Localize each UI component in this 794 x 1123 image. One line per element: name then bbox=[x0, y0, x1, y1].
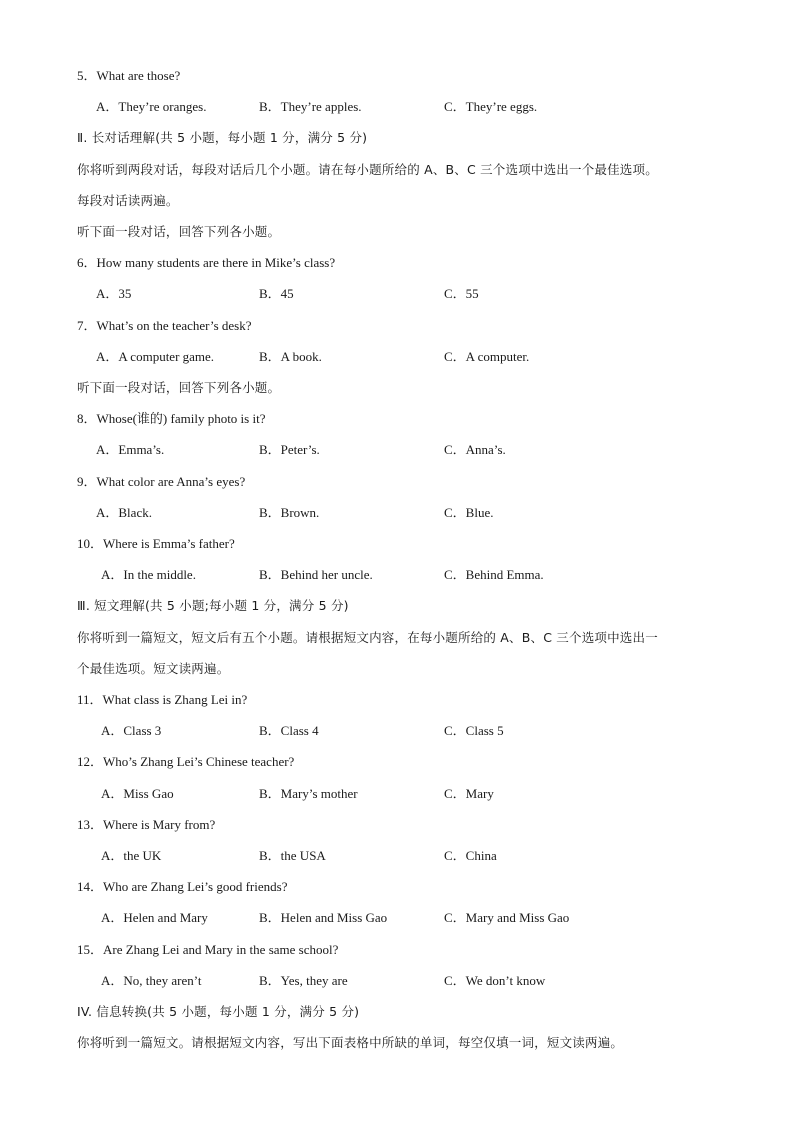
question-stem: 9．What color are Anna’s eyes? bbox=[77, 473, 246, 489]
question-stem: 6．How many students are there in Mike’s class? bbox=[77, 255, 336, 271]
answer-option-b: B．Mary’s mother bbox=[259, 785, 358, 801]
answer-option-c: C．Anna’s. bbox=[444, 442, 506, 458]
answer-option-b: B．Peter’s. bbox=[259, 442, 320, 458]
question-stem: 12．Who’s Zhang Lei’s Chinese teacher? bbox=[77, 754, 295, 770]
question-stem: 14．Who are Zhang Lei’s good friends? bbox=[77, 879, 288, 895]
instruction-text: 个最佳选项。短文读两遍。 bbox=[77, 660, 230, 676]
instruction-text: 听下面一段对话，回答下列各小题。 bbox=[77, 224, 281, 239]
instruction-text: 听下面一段对话，回答下列各小题。 bbox=[77, 380, 281, 395]
answer-option-b: B．Behind her uncle. bbox=[259, 567, 373, 583]
answer-option-b: B．Brown. bbox=[259, 504, 320, 520]
answer-option-c: C．A computer. bbox=[444, 348, 530, 364]
answer-option-b: B．Yes, they are bbox=[259, 972, 348, 988]
answer-option-b: B．the USA bbox=[259, 848, 326, 863]
answer-option-a: A．Emma’s. bbox=[96, 442, 165, 458]
instruction-text: 你将听到两段对话，每段对话后几个小题。请在每小题所给的 A、B、C 三个选项中选出一个最佳选项。 bbox=[77, 161, 658, 177]
answer-option-c: C．Blue. bbox=[444, 504, 494, 520]
answer-option-a: A．A computer game. bbox=[96, 348, 215, 364]
instruction-text: IV. 信息转换(共 5 小题，每小题 1 分，满分 5 分) bbox=[77, 1004, 360, 1019]
answer-option-a: A．They’re oranges. bbox=[96, 99, 207, 115]
question-stem: 10．Where is Emma’s father? bbox=[77, 536, 235, 551]
answer-option-a: A．No, they aren’t bbox=[101, 972, 202, 988]
answer-option-a: A．In the middle. bbox=[101, 567, 196, 583]
answer-option-c: C．Class 5 bbox=[444, 723, 504, 739]
answer-option-b: B．They’re apples. bbox=[259, 99, 362, 115]
answer-option-b: B．Helen and Miss Gao bbox=[259, 910, 388, 926]
answer-option-b: B．45 bbox=[259, 286, 294, 302]
question-stem: 15．Are Zhang Lei and Mary in the same school? bbox=[77, 941, 339, 957]
question-stem: 5．What are those? bbox=[77, 68, 181, 83]
answer-option-a: A．the UK bbox=[101, 848, 162, 863]
answer-option-c: C．Mary bbox=[444, 785, 494, 801]
question-stem: 8．Whose(谁的) family photo is it? bbox=[77, 411, 266, 427]
answer-option-c: C．55 bbox=[444, 286, 479, 302]
answer-option-c: C．Behind Emma. bbox=[444, 567, 544, 583]
question-stem: 11．What class is Zhang Lei in? bbox=[77, 692, 248, 707]
answer-option-a: A．Miss Gao bbox=[101, 785, 174, 801]
question-stem: 7．What’s on the teacher’s desk? bbox=[77, 317, 252, 333]
instruction-text: 你将听到一篇短文，短文后有五个小题。请根据短文内容，在每小题所给的 A、B、C 三个选项中选出一 bbox=[77, 629, 658, 645]
instruction-text: 你将听到一篇短文。请根据短文内容，写出下面表格中所缺的单词，每空仅填一词，短文读两遍。 bbox=[77, 1035, 624, 1051]
answer-option-c: C．China bbox=[444, 848, 497, 863]
instruction-text: 每段对话读两遍。 bbox=[77, 192, 179, 208]
answer-option-c: C．Mary and Miss Gao bbox=[444, 910, 570, 926]
question-stem: 13．Where is Mary from? bbox=[77, 816, 216, 832]
answer-option-b: B．Class 4 bbox=[259, 723, 319, 739]
answer-option-a: A．Black. bbox=[96, 504, 152, 520]
answer-option-a: A．Class 3 bbox=[101, 723, 162, 739]
answer-option-c: C．We don’t know bbox=[444, 972, 546, 988]
answer-option-b: B．A book. bbox=[259, 348, 322, 364]
answer-option-c: C．They’re eggs. bbox=[444, 99, 538, 115]
answer-option-a: A．35 bbox=[96, 286, 132, 302]
instruction-text: Ⅱ. 长对话理解(共 5 小题，每小题 1 分，满分 5 分) bbox=[77, 130, 368, 146]
instruction-text: Ⅲ. 短文理解(共 5 小题;每小题 1 分，满分 5 分) bbox=[77, 598, 349, 614]
answer-option-a: A．Helen and Mary bbox=[101, 910, 208, 926]
